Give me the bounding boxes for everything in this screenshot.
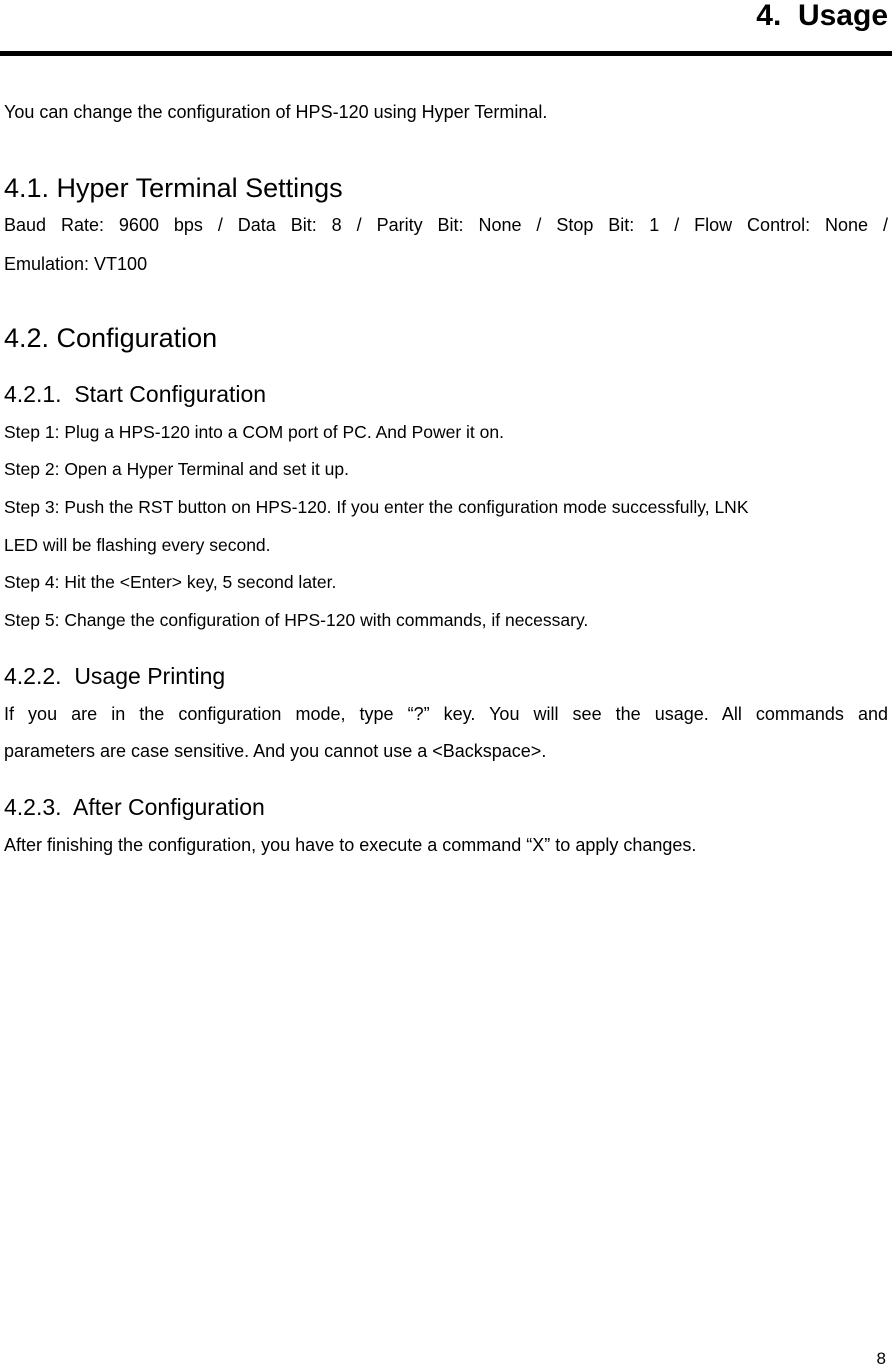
step-4: Step 4: Hit the <Enter> key, 5 second later. <box>4 572 337 592</box>
chapter-title: 4. Usage <box>756 0 888 32</box>
step-3-continued: LED will be flashing every second. <box>4 535 271 555</box>
section-4-1-heading: 4.1. Hyper Terminal Settings <box>4 173 343 203</box>
step-3: Step 3: Push the RST button on HPS-120. If you enter the configuration mode successfully, LNK <box>4 497 749 517</box>
section-4-2-2-heading: 4.2.2. Usage Printing <box>4 663 226 689</box>
after-configuration-line: After finishing the configuration, you have to execute a command “X” to apply changes. <box>4 835 697 855</box>
section-4-2-3-heading: 4.2.3. After Configuration <box>4 794 265 820</box>
section-4-2-heading: 4.2. Configuration <box>4 323 218 353</box>
intro-paragraph: You can change the configuration of HPS-120 using Hyper Terminal. <box>4 102 548 122</box>
page-number: 8 <box>876 1349 886 1368</box>
serial-settings-line-1: Baud Rate: 9600 bps / Data Bit: 8 / Parity Bit: None / Stop Bit: 1 / Flow Control: None / <box>4 215 888 235</box>
serial-settings-line-2: Emulation: VT100 <box>4 254 148 274</box>
step-1: Step 1: Plug a HPS-120 into a COM port of PC. And Power it on. <box>4 422 504 442</box>
step-5: Step 5: Change the configuration of HPS-120 with commands, if necessary. <box>4 610 589 630</box>
usage-printing-line-2: parameters are case sensitive. And you cannot use a <Backspace>. <box>4 741 547 761</box>
usage-printing-line-1: If you are in the configuration mode, type “?” key. You will see the usage. All commands and <box>4 704 888 724</box>
step-2: Step 2: Open a Hyper Terminal and set it up. <box>4 459 350 479</box>
title-rule <box>0 51 892 56</box>
section-4-2-1-heading: 4.2.1. Start Configuration <box>4 381 267 407</box>
